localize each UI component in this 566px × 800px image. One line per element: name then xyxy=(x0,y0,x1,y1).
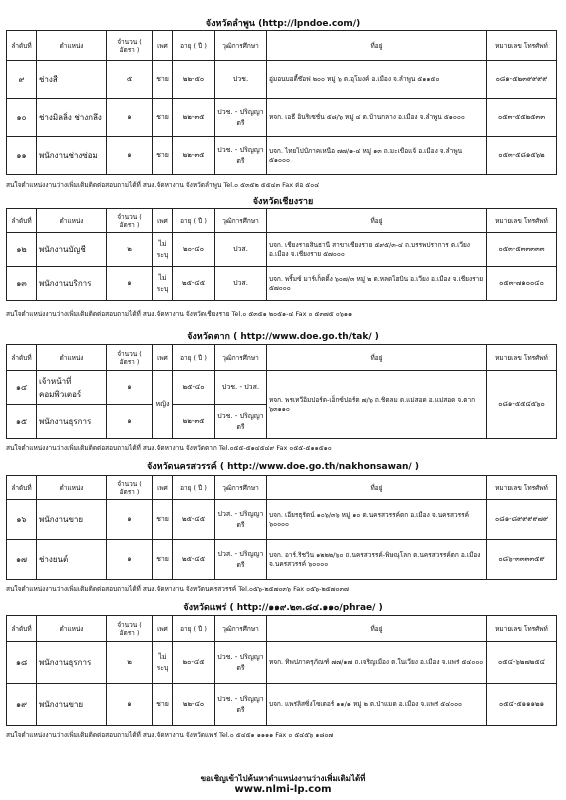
cell-education: ปวช. - ปริญญาตรี xyxy=(215,405,267,439)
cell-position: ช่างมิลลิ่ง ช่างกลึง xyxy=(37,99,107,137)
table-row xyxy=(7,99,557,137)
header-no: ลำดับที่ xyxy=(7,31,37,61)
cell-no: ๑๕ xyxy=(7,405,37,439)
cell-phone: ๐๕๓-๗๑๐๐๔๐ xyxy=(487,267,557,301)
header-phone: หมายเลข โทรศัพท์ xyxy=(487,209,557,233)
header-education: วุฒิการศึกษา xyxy=(215,616,267,642)
header-amount: จำนวน ( อัตรา ) xyxy=(107,616,153,642)
cell-amount: ๕ xyxy=(107,61,153,99)
header-education: วุฒิการศึกษา xyxy=(215,209,267,233)
cell-sex: ชาย xyxy=(153,137,173,175)
cell-address: หจก. พรเทวีอิมปอร์ต-เอ็กซ์ปอร์ต ๗/๖ ถ.ชิดลม ต.แม่สอด อ.แม่สอด จ.ตาก ๖๓๑๑๐ xyxy=(267,371,487,439)
header-sex: เพศ xyxy=(153,209,173,233)
cell-amount: ๑ xyxy=(107,99,153,137)
cell-age: ๒๒-๓๕ xyxy=(173,405,215,439)
cell-education: ปวช. - ปวส. xyxy=(215,371,267,405)
cell-age: ๒๐-๔๐ xyxy=(173,233,215,267)
header-no: ลำดับที่ xyxy=(7,476,37,500)
cell-sex: หญิง xyxy=(153,371,173,439)
cell-position: เจ้าหน้าที่คอมพิวเตอร์ xyxy=(37,371,107,405)
header-age: อายุ ( ปี ) xyxy=(173,345,215,371)
cell-age: ๒๕-๔๕ xyxy=(173,500,215,540)
header-age: อายุ ( ปี ) xyxy=(173,476,215,500)
cell-amount: ๑ xyxy=(107,371,153,405)
cell-no: ๑๘ xyxy=(7,642,37,684)
cell-education: ปวช. - ปริญญาตรี xyxy=(215,137,267,175)
cell-no: ๑๒ xyxy=(7,233,37,267)
cell-education: ปวส. xyxy=(215,267,267,301)
cell-phone: ๐๘๑-๘๙๙๙๙๗๙ xyxy=(487,500,557,540)
cell-phone: ๐๕๔-๖๒๗๒๕๔ xyxy=(487,642,557,684)
cell-no: ๑๑ xyxy=(7,137,37,175)
header-age: อายุ ( ปี ) xyxy=(173,31,215,61)
table-row xyxy=(7,233,557,267)
contact-note: สนใจตำแหน่งงานว่างเพิ่มเติมติดต่อสอบถามได้ที่ สนง.จัดหางาน จังหวัดนครสวรรค์ Tel.๐๕๖-๒๕๗๐๓๖ Fax ๐๕๖-๒๕๗๐๓๗ xyxy=(6,585,349,593)
cell-address: บจก. แพร่ลิสซิ่งโซเตอร์ ๑๑/๑ หมู่ ๒ ต.ป่าแมต อ.เมือง จ.แพร่ ๕๔๐๐๐ xyxy=(267,684,487,726)
section-title: จังหวัดลำพูน (http://lpndoe.com/) xyxy=(205,19,361,29)
header-sex: เพศ xyxy=(153,345,173,371)
contact-note: สนใจตำแหน่งงานว่างเพิ่มเติมติดต่อสอบถามได้ที่ สนง.จัดหางาน จังหวัดแพร่ Tel.๐ ๕๔๕๑ ๑๑๑๑ Fax ๐ ๕๔๕๖ ๑๘๐๗ xyxy=(6,731,334,739)
header-amount: จำนวน ( อัตรา ) xyxy=(107,476,153,500)
cell-phone: ๐๕๔-๕๑๑๑๒๑ xyxy=(487,684,557,726)
cell-address: บจก. เชียงรายสินธานี สาขาเชียงราย ๕๙๕/๓-๔ ถ.บรรพปราการ ต.เวียง อ.เมือง จ.เชียงราย ๕๗๐๐๐ xyxy=(267,233,487,267)
cell-age: ๒๕-๔๕ xyxy=(173,267,215,301)
job-table xyxy=(6,30,557,175)
cell-age: ๒๕-๔๐ xyxy=(173,371,215,405)
section-title: จังหวัดนครสวรรค์ ( http://www.doe.go.th/nakhonsawan/ ) xyxy=(147,462,419,472)
section-title: จังหวัดตาก ( http://www.doe.go.th/tak/ ) xyxy=(187,332,379,342)
cell-age: ๒๒-๔๐ xyxy=(173,684,215,726)
cell-no: ๙ xyxy=(7,61,37,99)
header-age: อายุ ( ปี ) xyxy=(173,616,215,642)
header-address: ที่อยู่ xyxy=(267,616,487,642)
header-address: ที่อยู่ xyxy=(267,31,487,61)
cell-sex: ชาย xyxy=(153,99,173,137)
header-position: ตำแหน่ง xyxy=(37,345,107,371)
cell-no: ๑๙ xyxy=(7,684,37,726)
cell-no: ๑๐ xyxy=(7,99,37,137)
cell-address: บจก. ไทยไปป์ภาคเหนือ ๗๗/๑-๔ หมู่ ๑๓ ถ.มะเขือแจ้ อ.เมือง จ.ลำพูน ๕๑๐๐๐ xyxy=(267,137,487,175)
contact-note: สนใจตำแหน่งงานว่างเพิ่มเติมติดต่อสอบถามได้ที่ สนง.จัดหางาน จังหวัดตาก Tel.๐๕๕-๕๑๔๕๔๙ Fax ๐๕๕-๕๑๑๕๑๐ xyxy=(6,444,332,452)
header-education: วุฒิการศึกษา xyxy=(215,476,267,500)
cell-education: ปวส. - ปริญญาตรี xyxy=(215,540,267,580)
cell-position: พนักงานขาย xyxy=(37,684,107,726)
header-phone: หมายเลข โทรศัพท์ xyxy=(487,345,557,371)
cell-education: ปวช. - ปริญญาตรี xyxy=(215,99,267,137)
cell-amount: ๑ xyxy=(107,684,153,726)
cell-education: ปวช. xyxy=(215,61,267,99)
header-sex: เพศ xyxy=(153,476,173,500)
header-phone: หมายเลข โทรศัพท์ xyxy=(487,616,557,642)
cell-education: ปวช. - ปริญญาตรี xyxy=(215,642,267,684)
header-age: อายุ ( ปี ) xyxy=(173,209,215,233)
cell-position: พนักงานบัญชี xyxy=(37,233,107,267)
cell-address: บจก. พริ้มซ์ มาร์เก็ตติ้ง ๖๐๗/๓ หมู่ ๒ ต.หลดไฮบิน อ.เวียง อ.เมือง จ.เชียงราย ๕๗๐๐๐ xyxy=(267,267,487,301)
table-row xyxy=(7,61,557,99)
header-position: ตำแหน่ง xyxy=(37,476,107,500)
cell-sex: ไม่ระบุ xyxy=(153,233,173,267)
cell-phone: ๐๘๖-๓๓๓๓๕๙ xyxy=(487,540,557,580)
header-position: ตำแหน่ง xyxy=(37,209,107,233)
cell-no: ๑๗ xyxy=(7,540,37,580)
table-row xyxy=(7,642,557,684)
cell-no: ๑๓ xyxy=(7,267,37,301)
header-position: ตำแหน่ง xyxy=(37,31,107,61)
cell-sex: ชาย xyxy=(153,684,173,726)
header-education: วุฒิการศึกษา xyxy=(215,345,267,371)
header-no: ลำดับที่ xyxy=(7,345,37,371)
section-title: จังหวัดแพร่ ( http://๑๑๙.๒๓.๘๔.๑๑๐/phrae/ ) xyxy=(183,603,383,613)
table-row xyxy=(7,137,557,175)
cell-sex: ชาย xyxy=(153,500,173,540)
cell-position: พนักงานช่างซ่อม xyxy=(37,137,107,175)
cell-sex: ชาย xyxy=(153,540,173,580)
cell-amount: ๑ xyxy=(107,500,153,540)
cell-sex: ไม่ระบุ xyxy=(153,267,173,301)
cell-amount: ๑ xyxy=(107,405,153,439)
cell-age: ๒๕-๔๕ xyxy=(173,540,215,580)
job-table xyxy=(6,344,557,439)
cell-age: ๒๒-๓๕ xyxy=(173,99,215,137)
header-amount: จำนวน ( อัตรา ) xyxy=(107,31,153,61)
header-amount: จำนวน ( อัตรา ) xyxy=(107,209,153,233)
cell-sex: ไม่ระบุ xyxy=(153,642,173,684)
cell-address: บจก. เอียรธุรัตน์ ๑๐๖/๓๖ หมู่ ๑๐ ต.นครสวรรค์ตก อ.เมือง จ.นครสวรรค์ ๖๐๐๐๐ xyxy=(267,500,487,540)
header-amount: จำนวน ( อัตรา ) xyxy=(107,345,153,371)
footer-invite: ขอเชิญเข้าไปค้นหาตำแหน่งงานว่างเพิ่มเติมได้ที่ xyxy=(200,774,366,783)
table-row xyxy=(7,267,557,301)
cell-address: หจก. เอธี อินริเซชั่น ๕๘/๖ หมู่ ๔ ต.บ้านกลาง อ.เมือง จ.ลำพูน ๕๑๐๐๐ xyxy=(267,99,487,137)
cell-address: อู่มอนบอดี้ช๊อฟ ๒๐๐ หมู่ ๖ ต.อุโมงค์ อ.เมือง จ.ลำพูน ๕๑๑๕๐ xyxy=(267,61,487,99)
cell-education: ปวช. - ปริญญาตรี xyxy=(215,684,267,726)
cell-position: พนักงานธุรการ xyxy=(37,642,107,684)
cell-phone: ๐๘๑-๕๒๓๙๙๙๙ xyxy=(487,61,557,99)
cell-age: ๒๐-๔๕ xyxy=(173,642,215,684)
table-row xyxy=(7,500,557,540)
cell-amount: ๒ xyxy=(107,233,153,267)
header-education: วุฒิการศึกษา xyxy=(215,31,267,61)
footer-link[interactable]: www.nlmi-lp.com xyxy=(234,784,332,795)
cell-no: ๑๖ xyxy=(7,500,37,540)
table-row xyxy=(7,371,557,405)
header-no: ลำดับที่ xyxy=(7,616,37,642)
cell-phone: ๐๕๓-๕๘๑๕๖๒ xyxy=(487,137,557,175)
cell-address: หจก. ทิพปภาครุภัณฑ์ ๗๗/๑๗ ถ.เจริญเมือง ต.ในเวียง อ.เมือง จ.แพร่ ๕๔๐๐๐ xyxy=(267,642,487,684)
cell-amount: ๑ xyxy=(107,540,153,580)
cell-address: บจก. อาร์.ริชวิน ๑๒๒๒/๖๐ ถ.นครสวรรค์-พิษณุโลก ต.นครสวรรค์ตก อ.เมือง จ.นครสวรรค์ ๖๐๐๐๐ xyxy=(267,540,487,580)
job-table xyxy=(6,615,557,726)
cell-position: ช่างสี xyxy=(37,61,107,99)
cell-phone: ๐๕๓-๕๕๒๕๓๓ xyxy=(487,99,557,137)
header-no: ลำดับที่ xyxy=(7,209,37,233)
table-row xyxy=(7,540,557,580)
cell-amount: ๑ xyxy=(107,137,153,175)
cell-position: พนักงานบริการ xyxy=(37,267,107,301)
header-phone: หมายเลข โทรศัพท์ xyxy=(487,476,557,500)
cell-position: พนักงานธุรการ xyxy=(37,405,107,439)
header-position: ตำแหน่ง xyxy=(37,616,107,642)
cell-amount: ๑ xyxy=(107,267,153,301)
contact-note: สนใจตำแหน่งงานว่างเพิ่มเติมติดต่อสอบถามได้ที่ สนง.จัดหางาน จังหวัดเชียงราย Tel.๐ ๕๓๕๑ ๒๐๕๑-๔ Fax ๐ ๕๓๗๕ ๐๖๑๑ xyxy=(6,310,353,318)
cell-phone: ๐๕๓-๕๓๓๓๓๓ xyxy=(487,233,557,267)
cell-sex: ชาย xyxy=(153,61,173,99)
header-address: ที่อยู่ xyxy=(267,345,487,371)
cell-amount: ๒ xyxy=(107,642,153,684)
table-row xyxy=(7,684,557,726)
cell-education: ปวส. - ปริญญาตรี xyxy=(215,500,267,540)
cell-position: ช่างยนต์ xyxy=(37,540,107,580)
header-sex: เพศ xyxy=(153,31,173,61)
header-address: ที่อยู่ xyxy=(267,209,487,233)
header-address: ที่อยู่ xyxy=(267,476,487,500)
cell-age: ๒๒-๓๕ xyxy=(173,137,215,175)
section-title: จังหวัดเชียงราย xyxy=(252,197,314,207)
job-table xyxy=(6,475,557,580)
cell-phone: ๐๘๑-๕๕๔๕๖๐ xyxy=(487,371,557,439)
header-phone: หมายเลข โทรศัพท์ xyxy=(487,31,557,61)
job-table xyxy=(6,208,557,301)
cell-no: ๑๔ xyxy=(7,371,37,405)
contact-note: สนใจตำแหน่งงานว่างเพิ่มเติมติดต่อสอบถามได้ที่ สนง.จัดหางาน จังหวัดลำพูน Tel.๐ ๕๓๕๒ ๕๕๔๓ Fax ต่อ ๕๐๔ xyxy=(6,181,320,189)
cell-education: ปวส. xyxy=(215,233,267,267)
cell-position: พนักงานขาย xyxy=(37,500,107,540)
header-sex: เพศ xyxy=(153,616,173,642)
cell-age: ๒๒-๕๐ xyxy=(173,61,215,99)
